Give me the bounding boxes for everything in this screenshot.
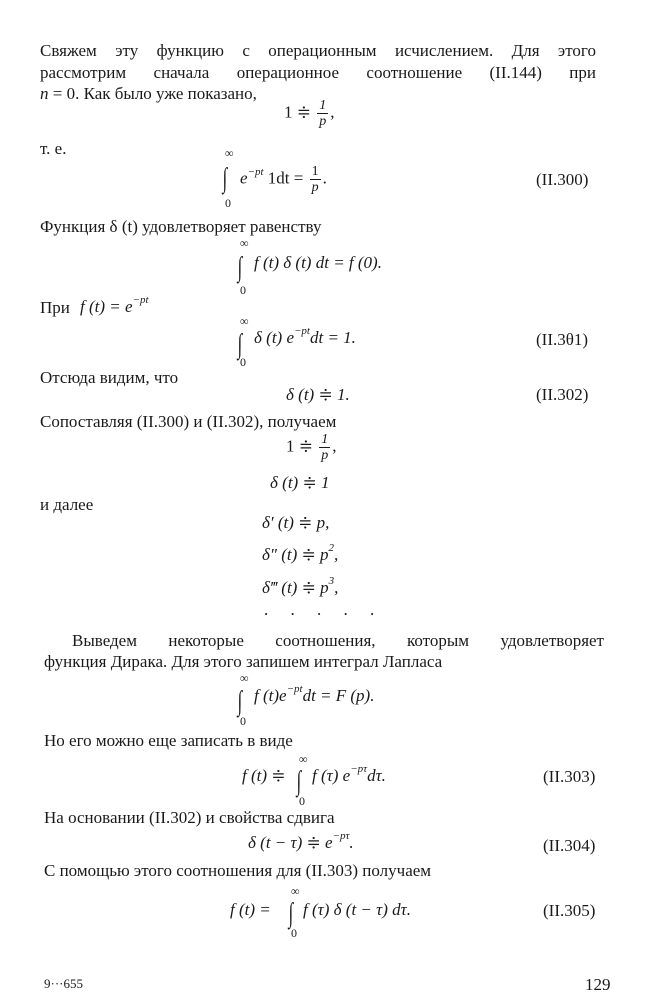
equation-delta-prime: δ′ (t) ≑ p, [262,513,330,532]
paragraph-pri: При [40,298,70,317]
integral-upper-limit: ∞ [240,236,249,250]
paragraph-otsyuda: Отсюда видим, что [40,368,179,387]
equation-laplace-integral: f $(t)e^{-pt}dt = F$ (p). [254,683,375,705]
equation-delta-double-prime: δ″ (t) ≑ $p^2$, [262,542,339,564]
paragraph-na-osnovanii: На основании (II.302) и свойства сдвига [44,808,335,827]
equation-1-div-p: 1 ≑ $\frac{1}{p}$ , [284,98,335,129]
paragraph-te: т. е. [40,139,67,158]
equation-II-302: δ (t) ≑ 1. [286,385,350,404]
paragraph-line [40,83,257,104]
integral-upper-limit: ∞ [299,752,308,766]
integral-upper-limit: ∞ [240,671,249,685]
equation-II-303-right: f (τ) $e^{-p\tau}d\tau$. [312,763,386,785]
equation-II-304: δ (t − τ) ≑ $e^{-p\tau}$. [248,830,354,852]
integral-upper-limit: ∞ [225,146,234,160]
paragraph-sopostavlyaya: Сопоставляя (II.300) и (II.302), получаем [40,412,337,431]
page-number: 129 [585,975,611,994]
equation-label-II-303: (II.303) [543,767,596,786]
ellipsis-dots: . . . . . [264,600,384,619]
integral-lower-limit: 0 [299,794,305,808]
equation-II-301: δ (t) $e^{-pt}dt = 1$. [254,325,356,347]
equation-delta-1: δ (t) ≑ 1 [270,473,330,492]
equation-II-300: $e^{-pt}$ 1dt = $\frac{1}{p}$ . [240,164,327,195]
integral-sign: ∫ [237,252,243,283]
integral-sign: ∫ [288,898,294,929]
paragraph-line: рассмотрим сначала операционное соотношение (II.144) при [40,63,596,82]
paragraph-text: = 0. Как было уже показано, [48,84,257,103]
integral-sign: ∫ [237,686,243,717]
equation-label-II-302: (II.302) [536,385,589,404]
integral-sign: ∫ [296,766,302,797]
equation-label-II-304: (II.304) [543,836,596,855]
paragraph-line: функция Дирака. Для этого запишем интеграл Лапласа [44,652,443,671]
integral-sign: ∫ [222,163,228,194]
equation-label-II-305: (II.305) [543,901,596,920]
equation-1-div-p-second: 1 ≑ $\frac{1}{p}$ , [286,432,337,463]
integral-upper-limit: ∞ [291,884,300,898]
paragraph-s-pomoshchyu: С помощью этого соотношения для (II.303) получаем [44,861,432,880]
equation-label-II-301: (II.3θ1) [536,330,589,349]
equation-f-equals-exp: f $(t) = e^{-pt}$ [80,294,149,316]
integral-sign: ∫ [237,329,243,360]
integral-lower-limit: 0 [240,714,246,728]
paragraph-no-ego: Но его можно еще записать в виде [44,731,293,750]
paragraph-line: Выведем некоторые соотношения, которым удовлетворяет [72,631,604,650]
paragraph-i-dalee: и далее [40,495,94,514]
integral-lower-limit: 0 [225,196,231,210]
integral-lower-limit: 0 [240,355,246,369]
integral-lower-limit: 0 [291,926,297,940]
paragraph-line: Свяжем эту функцию с операционным исчислением. Для этого [40,41,596,60]
printer-signature: 9···655 [44,976,83,991]
equation-delta-triple-prime: δ‴ (t) ≑ $p^3$, [262,575,339,597]
equation-II-305-right: f (τ) δ (t − τ) dτ. [303,900,411,919]
equation-delta-integral: f (t) δ (t) dt = f (0). [254,253,382,272]
paragraph-delta-function: Функция δ (t) удовлетворяет равенству [40,217,322,236]
equation-II-303-left: f (t) ≑ [242,766,286,785]
equation-label-II-300: (II.300) [536,170,589,189]
integral-upper-limit: ∞ [240,314,249,328]
variable-n: n [40,84,49,103]
integral-lower-limit: 0 [240,283,246,297]
equation-II-305-left: f (t) = [230,900,271,919]
